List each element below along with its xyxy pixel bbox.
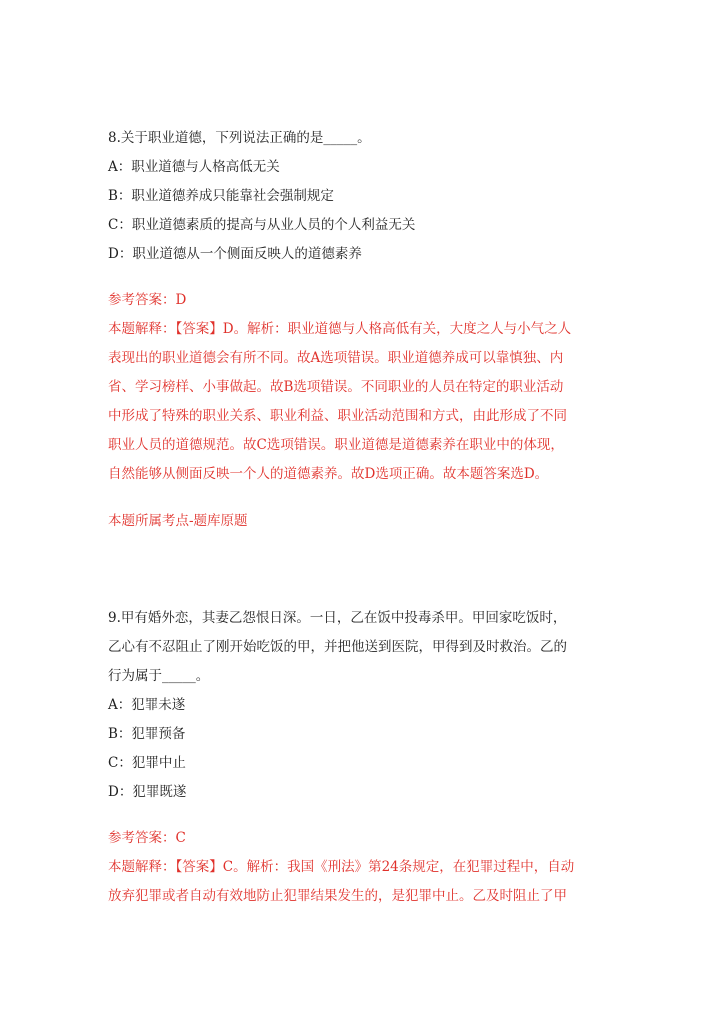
option-d: D：职业道德从一个侧面反映人的道德素养 bbox=[108, 246, 362, 262]
question-stem: 9.甲有婚外恋，其妻乙怨恨日深。一日，乙在饭中投毒杀甲。甲回家吃饭时， bbox=[108, 610, 567, 626]
question-stem: 8.关于职业道德，下列说法正确的是_____。 bbox=[108, 130, 371, 146]
explanation-line: 表现出的职业道德会有所不同。故A选项错误。职业道德养成可以靠慎独、内 bbox=[108, 350, 564, 366]
option-a: A：犯罪未遂 bbox=[108, 697, 186, 713]
explanation-line: 本题解释：【答案】C。解析：我国《刑法》第24条规定，在犯罪过程中，自动 bbox=[108, 859, 575, 875]
question-stem: 行为属于_____。 bbox=[108, 668, 210, 684]
explanation-line: 省、学习榜样、小事做起。故B选项错误。不同职业的人员在特定的职业活动 bbox=[108, 379, 564, 395]
option-c: C：职业道德素质的提高与从业人员的个人利益无关 bbox=[108, 217, 416, 233]
explanation-line: 放弃犯罪或者自动有效地防止犯罪结果发生的，是犯罪中止。乙及时阻止了甲 bbox=[108, 888, 567, 904]
explanation-line: 自然能够从侧面反映一个人的道德素养。故D选项正确。故本题答案选D。 bbox=[108, 466, 549, 482]
reference-answer: 参考答案：C bbox=[108, 830, 186, 846]
question-stem: 乙心有不忍阻止了刚开始吃饭的甲，并把他送到医院，甲得到及时救治。乙的 bbox=[108, 639, 567, 655]
option-c: C：犯罪中止 bbox=[108, 755, 186, 771]
option-b: B：犯罪预备 bbox=[108, 726, 186, 742]
question-8 bbox=[108, 124, 608, 536]
explanation-line: 本题解释：【答案】D。解析：职业道德与人格高低有关，大度之人与小气之人 bbox=[108, 321, 572, 337]
explanation-line: 中形成了特殊的职业关系、职业利益、职业活动范围和方式，由此形成了不同 bbox=[108, 408, 567, 424]
option-d: D：犯罪既遂 bbox=[108, 784, 187, 800]
option-b: B：职业道德养成只能靠社会强制规定 bbox=[108, 188, 334, 204]
option-a: A：职业道德与人格高低无关 bbox=[108, 159, 280, 175]
question-9 bbox=[108, 604, 608, 911]
question-source: 本题所属考点-题库原题 bbox=[108, 513, 248, 529]
explanation-line: 职业人员的道德规范。故C选项错误。职业道德是道德素养在职业中的体现， bbox=[108, 437, 564, 453]
reference-answer: 参考答案：D bbox=[108, 292, 187, 308]
